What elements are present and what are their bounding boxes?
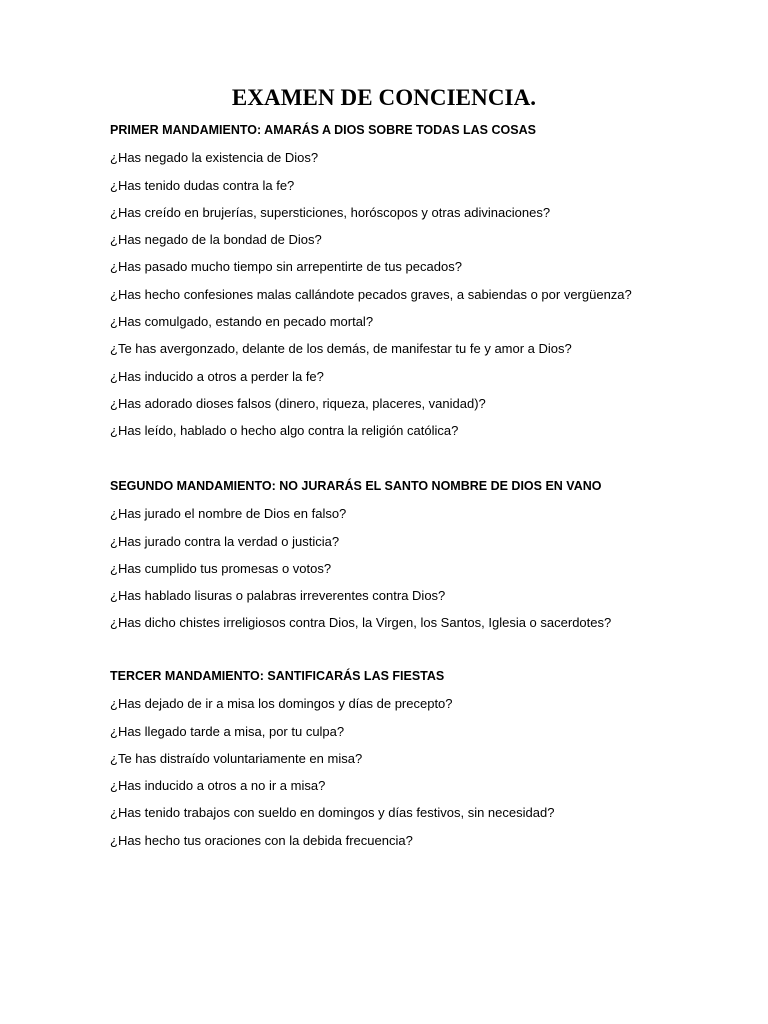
document-title: EXAMEN DE CONCIENCIA. xyxy=(231,85,537,110)
question-item: ¿Has negado la existencia de Dios? xyxy=(110,150,319,166)
question-item: ¿Te has avergonzado, delante de los demás, de manifestar tu fe y amor a Dios? xyxy=(110,341,572,357)
question-item: ¿Has tenido trabajos con sueldo en domingos y días festivos, sin necesidad? xyxy=(110,805,555,821)
section-heading: SEGUNDO MANDAMIENTO: NO JURARÁS EL SANTO NOMBRE DE DIOS EN VANO xyxy=(110,479,602,493)
question-item: ¿Has dejado de ir a misa los domingos y días de precepto? xyxy=(110,696,453,712)
question-item: ¿Has negado de la bondad de Dios? xyxy=(110,232,322,248)
section-tercer-mandamiento xyxy=(110,668,730,859)
question-item: ¿Has hablado lisuras o palabras irreverentes contra Dios? xyxy=(110,588,446,604)
question-item: ¿Has tenido dudas contra la fe? xyxy=(110,177,295,193)
question-item: ¿Has jurado el nombre de Dios en falso? xyxy=(110,506,347,522)
question-item: ¿Has dicho chistes irreligiosos contra Dios, la Virgen, los Santos, Iglesia o sacerdotes? xyxy=(110,615,612,631)
section-heading: TERCER MANDAMIENTO: SANTIFICARÁS LAS FIESTAS xyxy=(110,669,445,683)
question-item: ¿Has creído en brujerías, supersticiones, horóscopos y otras adivinaciones? xyxy=(110,204,551,220)
question-item: ¿Has hecho tus oraciones con la debida frecuencia? xyxy=(110,832,413,848)
section-primer-mandamiento xyxy=(110,122,730,450)
question-item: ¿Has pasado mucho tiempo sin arrepentirte de tus pecados? xyxy=(110,259,462,275)
question-item: ¿Has inducido a otros a no ir a misa? xyxy=(110,778,326,794)
question-item: ¿Has adorado dioses falsos (dinero, riqueza, placeres, vanidad)? xyxy=(110,395,486,411)
question-item: ¿Has llegado tarde a misa, por tu culpa? xyxy=(110,723,345,739)
section-heading: PRIMER MANDAMIENTO: AMARÁS A DIOS SOBRE TODAS LAS COSAS xyxy=(110,123,536,137)
question-item: ¿Has leído, hablado o hecho algo contra la religión católica? xyxy=(110,423,459,439)
question-item: ¿Has hecho confesiones malas callándote pecados graves, a sabiendas o por vergüenza? xyxy=(110,286,632,302)
question-item: ¿Has comulgado, estando en pecado mortal? xyxy=(110,314,374,330)
section-segundo-mandamiento xyxy=(110,478,730,642)
question-item: ¿Has jurado contra la verdad o justicia? xyxy=(110,533,340,549)
question-item: ¿Te has distraído voluntariamente en misa? xyxy=(110,750,363,766)
question-item: ¿Has inducido a otros a perder la fe? xyxy=(110,368,324,384)
question-item: ¿Has cumplido tus promesas o votos? xyxy=(110,560,332,576)
